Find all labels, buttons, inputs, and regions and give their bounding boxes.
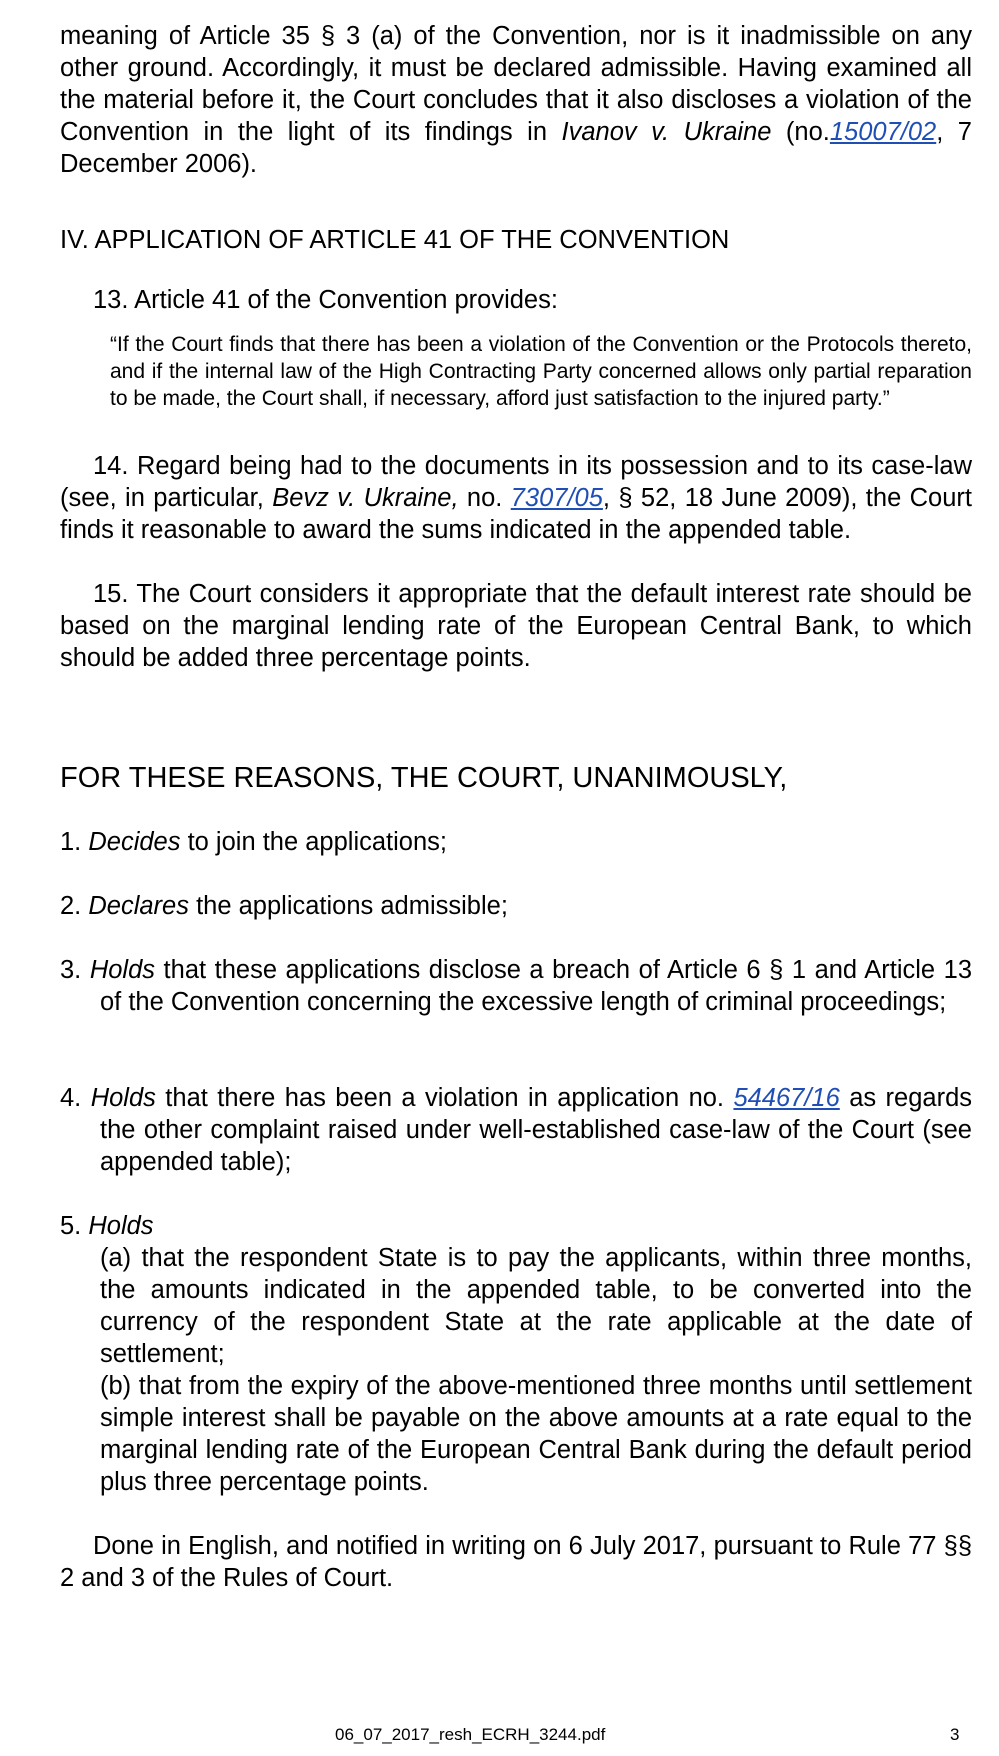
- paragraph-text: meaning of Article 35 § 3 (a) of the Convention, nor is it inadmissible on any other ground. Accordingly, it must be declared admissible. Having examined all the material before it, the Court concludes that it also discloses a violation of the Convention in the light of its findings in: [60, 22, 972, 146]
- reasons-heading: FOR THESE REASONS, THE COURT, UNANIMOUSLY,: [60, 762, 788, 794]
- application-link-54467-16[interactable]: 54467/16: [733, 1084, 840, 1112]
- item-text: that these applications disclose a breach of Article 6 § 1 and Article 13 of the Convention concerning the excessive length of criminal proceedings;: [100, 956, 972, 1016]
- item-number: 1.: [60, 828, 89, 856]
- item-number: 2.: [60, 892, 89, 920]
- operative-item-3: [60, 954, 972, 1018]
- case-link-7307-05[interactable]: 7307/05: [510, 484, 603, 512]
- operative-item-1: [60, 826, 972, 858]
- item-text: to join the applications;: [180, 828, 448, 856]
- item-5-subparagraph-a: (a) that the respondent State is to pay the applicants, within three months, the amounts indicated in the appended table, to be converted into the currency of the respondent State at the rate applicable at the date of settlement;: [100, 1244, 972, 1368]
- footer-filename: 06_07_2017_resh_ECRH_3244.pdf: [335, 1725, 606, 1744]
- article-41-quote: “If the Court finds that there has been a violation of the Convention or the Protocols thereto, and if the internal law of the High Contracting Party concerned allows only partial reparation to be made, the Court shall, if necessary, afford just satisfaction to the injured party.”: [110, 333, 972, 410]
- case-name: Bevz v. Ukraine,: [272, 484, 459, 512]
- paragraph-15: 15. The Court considers it appropriate that the default interest rate should be based on the marginal lending rate of the European Central Bank, to which should be added three percentage points.: [60, 580, 972, 672]
- paragraph-13: 13. Article 41 of the Convention provides:: [93, 286, 558, 314]
- item-5-subparagraph-b: (b) that from the expiry of the above-mentioned three months until settlement simple interest shall be payable on the above amounts at a rate equal to the marginal lending rate of the European Central Bank during the default period plus three percentage points.: [100, 1372, 972, 1496]
- item-number: 5.: [60, 1212, 89, 1240]
- item-verb: Declares: [88, 892, 189, 920]
- paragraph-text: , § 52, 18 June 2009), the Court finds it reasonable to award the sums indicated in the appended table.: [60, 484, 972, 544]
- item-number: 4.: [60, 1084, 91, 1112]
- paragraph-text: (no.: [771, 118, 830, 146]
- item-verb: Holds: [89, 956, 156, 984]
- paragraph-text: no.: [458, 484, 511, 512]
- case-link-15007-02[interactable]: 15007/02: [829, 118, 937, 146]
- paragraph-continuation: [60, 20, 972, 180]
- item-verb: Decides: [88, 828, 181, 856]
- paragraph-14: [60, 450, 972, 546]
- item-verb: Holds: [90, 1084, 156, 1112]
- section-heading: IV. APPLICATION OF ARTICLE 41 OF THE CONVENTION: [60, 226, 730, 254]
- footer-page-number: 3: [950, 1725, 960, 1744]
- paragraph-text: , 7 December 2006).: [60, 118, 972, 178]
- item-text: as regards the other complaint raised under well-established case-law of the Court (see appended table);: [100, 1084, 973, 1176]
- item-verb: Holds: [88, 1212, 154, 1240]
- case-name: Ivanov v. Ukraine: [561, 118, 772, 146]
- item-text: that there has been a violation in application no.: [155, 1084, 734, 1112]
- item-number: 3.: [60, 956, 90, 984]
- closing-paragraph: Done in English, and notified in writing on 6 July 2017, pursuant to Rule 77 §§ 2 and 3 of the Rules of Court.: [60, 1532, 972, 1592]
- item-5-header: [60, 1210, 972, 1242]
- operative-item-2: [60, 890, 972, 922]
- item-text: the applications admissible;: [188, 892, 508, 920]
- operative-item-4: [60, 1082, 972, 1178]
- operative-item-5: [60, 1210, 972, 1498]
- paragraph-text: 14. Regard being had to the documents in its possession and to its case-law (see, in particular,: [60, 452, 972, 512]
